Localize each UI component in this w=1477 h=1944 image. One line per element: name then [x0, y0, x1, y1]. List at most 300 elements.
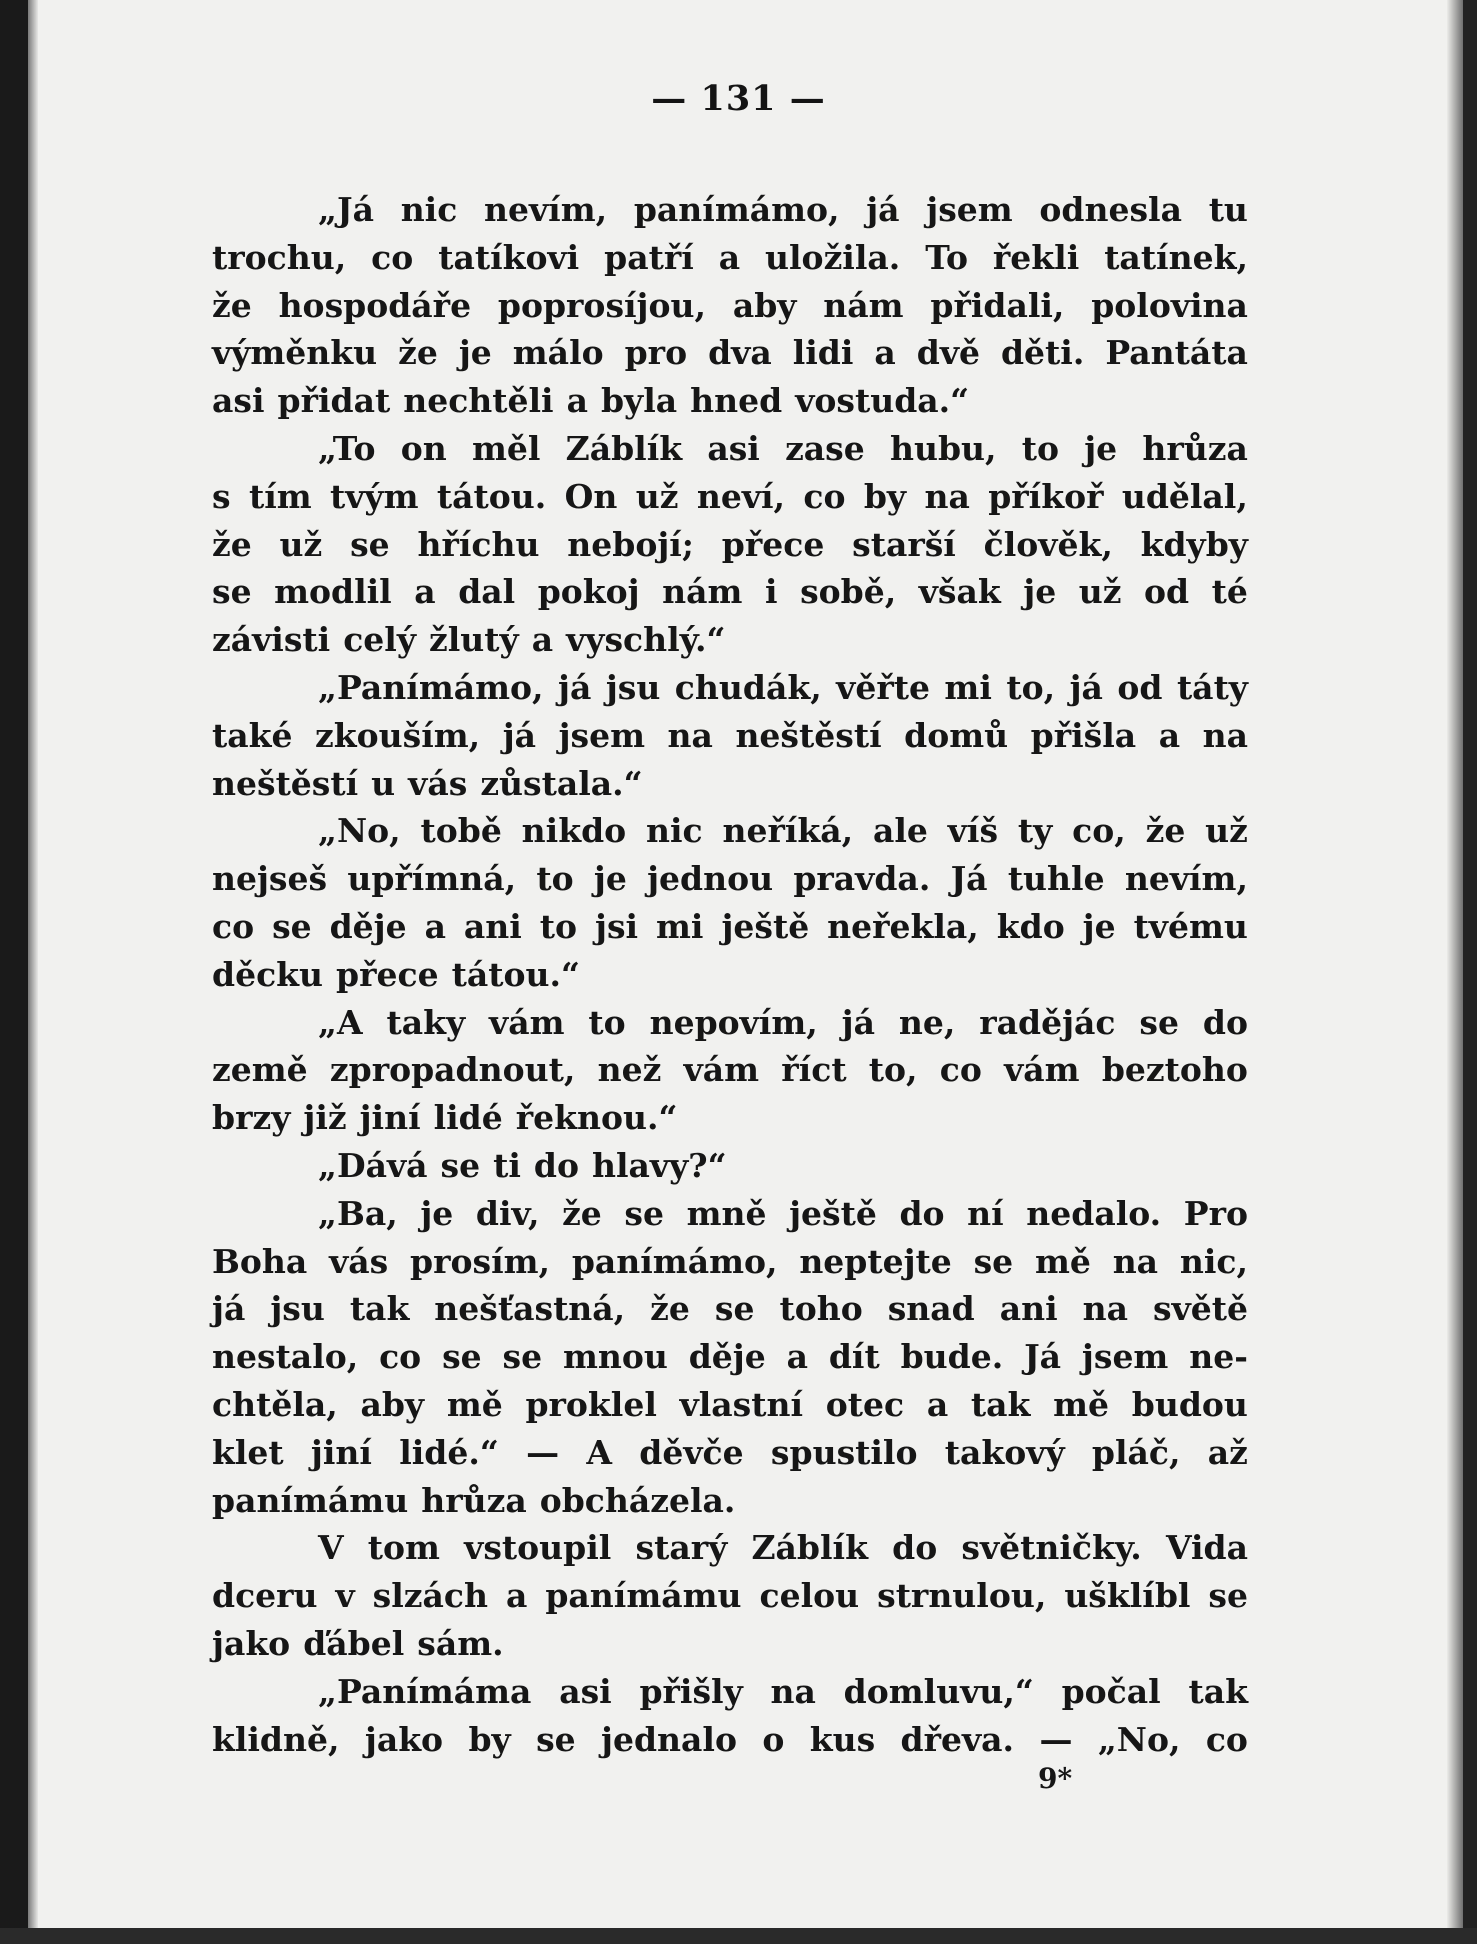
word: pro	[624, 333, 688, 373]
word: panímámo,	[571, 1241, 778, 1281]
word: prosím,	[410, 1241, 551, 1281]
text-line	[212, 1142, 1248, 1190]
word: polovina	[1091, 285, 1248, 325]
word: co,	[1072, 811, 1126, 851]
page-right-edge	[1463, 0, 1477, 1944]
word: přidat	[277, 381, 391, 421]
word: žlutý	[429, 620, 519, 660]
word: děcku	[212, 954, 324, 994]
word: on	[400, 428, 447, 468]
text-line	[212, 712, 1248, 760]
word: neřekla,	[827, 906, 979, 946]
word: to,	[1006, 667, 1056, 707]
text-line	[212, 1429, 1248, 1477]
word: kdyby	[1140, 524, 1248, 564]
text-line	[212, 1094, 1248, 1142]
word: Záblík	[751, 1528, 868, 1568]
word: ještě	[721, 906, 810, 946]
word: to	[588, 1002, 626, 1042]
word: co	[803, 476, 846, 516]
word: Boha	[212, 1241, 308, 1281]
word: tím	[248, 476, 312, 516]
page-bottom-edge	[0, 1928, 1477, 1944]
word: a	[786, 1337, 808, 1377]
word: odnesla	[1039, 190, 1182, 229]
text-line	[212, 377, 1248, 425]
word: tvým	[330, 476, 419, 516]
word: na	[1082, 1289, 1129, 1329]
word: je	[1023, 572, 1057, 612]
word: přece	[721, 524, 825, 564]
word: já	[502, 715, 537, 755]
word: neříká,	[722, 811, 854, 851]
text-line	[212, 1620, 1248, 1668]
word: proklel	[525, 1384, 657, 1424]
word: tátou.	[436, 476, 547, 516]
word: nepovím,	[649, 1002, 818, 1042]
word: nic	[400, 190, 458, 229]
word: už	[279, 524, 323, 564]
word: tom	[367, 1528, 440, 1568]
word: ďábel	[303, 1623, 405, 1663]
text-line	[212, 999, 1248, 1047]
text-line	[212, 616, 1248, 664]
word: je	[458, 333, 492, 373]
word: vstoupil	[464, 1528, 612, 1568]
word: To	[925, 237, 968, 277]
word: chtěla,	[212, 1384, 338, 1424]
word: do	[899, 1193, 945, 1233]
word: světničky.	[961, 1528, 1142, 1568]
word: hrůza	[421, 1480, 527, 1520]
word: nevím,	[1124, 859, 1248, 899]
word: nešťastná,	[434, 1289, 626, 1329]
word: strnulou,	[877, 1576, 1047, 1616]
word: se	[973, 1241, 1014, 1281]
word: zase	[785, 428, 865, 468]
word: panímámo,	[633, 190, 840, 229]
word: ne-	[1189, 1337, 1248, 1377]
word: by	[468, 1719, 511, 1759]
word: vás	[329, 1241, 389, 1281]
word: já	[866, 190, 900, 229]
word: aby	[360, 1384, 425, 1424]
word: nic,	[1179, 1241, 1248, 1281]
word: Já	[1024, 1337, 1062, 1377]
word: je	[1084, 428, 1118, 468]
word: tu	[1208, 190, 1248, 229]
word: málo	[512, 333, 604, 373]
text-line	[212, 521, 1248, 569]
word: mě	[1034, 1241, 1091, 1281]
word: On	[564, 476, 618, 516]
word: než	[597, 1050, 662, 1090]
text-line	[212, 329, 1248, 377]
word: už	[635, 476, 679, 516]
word: lidi	[792, 333, 854, 373]
word: až	[1207, 1432, 1248, 1472]
word: co	[371, 237, 414, 277]
text-line	[212, 234, 1248, 282]
word: neptejte	[799, 1241, 952, 1281]
word: zpropadnout,	[329, 1050, 576, 1090]
word: div,	[475, 1193, 540, 1233]
word: poprosíjou,	[497, 285, 706, 325]
word: však	[918, 572, 1001, 612]
word: už	[1078, 572, 1122, 612]
word: kdo	[996, 906, 1065, 946]
word: také	[212, 715, 293, 755]
word: jsu	[605, 667, 661, 707]
word: pokoj	[537, 572, 640, 612]
word: jako	[364, 1719, 444, 1759]
page-right-shadow	[1447, 0, 1463, 1944]
word: asi	[212, 381, 265, 421]
word: Pro	[1183, 1193, 1248, 1233]
word: jsu	[270, 1289, 325, 1329]
word: tátou.“	[451, 954, 580, 994]
word: to	[539, 906, 578, 946]
word: přišly	[639, 1671, 743, 1711]
word: co	[939, 1050, 982, 1090]
word: pravda.	[793, 859, 931, 899]
word: hlavy?“	[592, 1145, 727, 1185]
word: co	[1205, 1719, 1248, 1759]
text-line	[212, 1668, 1248, 1716]
word: děje	[688, 1337, 766, 1377]
word: vám	[489, 1002, 565, 1042]
word: aby	[732, 285, 797, 325]
word: udělal,	[1121, 476, 1248, 516]
word: se	[1139, 1002, 1179, 1042]
word: starý	[635, 1528, 728, 1568]
word: se	[536, 1719, 576, 1759]
word: snad	[887, 1289, 975, 1329]
word: dva	[708, 333, 772, 373]
word: a	[718, 237, 741, 277]
word: se	[714, 1289, 755, 1329]
text-line	[212, 807, 1248, 855]
word: domluvu,“	[843, 1671, 1034, 1711]
word: se	[1208, 1576, 1248, 1616]
word: vás	[408, 763, 468, 803]
word: neštěstí	[735, 715, 882, 755]
word: asi	[559, 1671, 612, 1711]
word: mnou	[562, 1337, 668, 1377]
word: tvému	[1133, 906, 1248, 946]
word: „Dává	[318, 1145, 428, 1185]
word: jako	[212, 1623, 291, 1663]
word: že	[212, 285, 252, 325]
word: říct	[781, 1050, 847, 1090]
word: domů	[904, 715, 1009, 755]
word: světě	[1153, 1289, 1248, 1329]
word: „Panímámo,	[318, 667, 544, 707]
word: táty	[1176, 667, 1248, 707]
word: lidé	[433, 1098, 503, 1138]
word: jsem	[926, 190, 1013, 229]
body-text	[212, 186, 1248, 1763]
word: se	[502, 1337, 543, 1377]
word: už	[1205, 811, 1248, 851]
word: starší	[852, 524, 956, 564]
word: modlil	[274, 572, 392, 612]
word: —	[1039, 1719, 1073, 1759]
word: příkoř	[988, 476, 1104, 516]
word: otec	[825, 1384, 905, 1424]
word: a	[505, 1576, 528, 1616]
word: již	[303, 1098, 347, 1138]
text-line	[212, 1477, 1248, 1525]
word: spustilo	[770, 1432, 918, 1472]
word: celou	[759, 1576, 860, 1616]
word: a	[424, 906, 446, 946]
word: patří	[604, 237, 694, 277]
word: ty	[1017, 811, 1053, 851]
word: a	[1158, 715, 1181, 755]
word: Já	[950, 859, 988, 899]
text-line	[212, 1524, 1248, 1572]
word: panímámu	[212, 1480, 409, 1520]
word: byla	[600, 381, 678, 421]
word: neví,	[696, 476, 786, 516]
text-line	[212, 568, 1248, 616]
word: klidně,	[212, 1719, 340, 1759]
word: „Panímáma	[318, 1671, 532, 1711]
text-line	[212, 951, 1248, 999]
text-line	[212, 186, 1248, 234]
word: „No,	[1097, 1719, 1181, 1759]
word: od	[1117, 667, 1163, 707]
word: nestalo,	[212, 1337, 359, 1377]
word: obcházela.	[539, 1480, 736, 1520]
word: hospodáře	[278, 285, 472, 325]
text-line	[212, 1285, 1248, 1333]
word: tak	[1188, 1671, 1248, 1711]
word: se	[440, 1145, 481, 1185]
word: pláč,	[1091, 1432, 1181, 1472]
word: řeknou.“	[515, 1098, 678, 1138]
word: děvče	[639, 1432, 744, 1472]
word: —	[526, 1432, 560, 1472]
word: děje	[329, 906, 407, 946]
word: upřímná,	[347, 859, 517, 899]
word: co	[212, 906, 255, 946]
word: počal	[1061, 1671, 1161, 1711]
word: „A	[318, 1002, 363, 1042]
word: že	[398, 333, 438, 373]
word: já	[1069, 667, 1103, 707]
word: jednou	[647, 859, 774, 899]
word: klet	[212, 1432, 284, 1472]
word: celý	[343, 620, 417, 660]
word: tatíkovi	[438, 237, 580, 277]
word: hubu,	[889, 428, 997, 468]
word: asi	[707, 428, 760, 468]
word: jsi	[595, 906, 639, 946]
word: mě	[1053, 1384, 1110, 1424]
word: trochu,	[212, 237, 347, 277]
word: měl	[471, 428, 541, 468]
text-line	[212, 1190, 1248, 1238]
word: dřeva.	[900, 1719, 1015, 1759]
word: i	[764, 572, 778, 612]
word: a	[414, 572, 436, 612]
text-line	[212, 1238, 1248, 1286]
word: zůstala.“	[480, 763, 643, 803]
word: ale	[872, 811, 928, 851]
word: nejseš	[212, 859, 328, 899]
word: „No,	[318, 811, 401, 851]
word: chudák,	[674, 667, 822, 707]
word: „To	[318, 428, 376, 468]
word: sobě,	[800, 572, 897, 612]
word: o	[762, 1719, 785, 1759]
word: bude.	[900, 1337, 1004, 1377]
word: takový	[944, 1432, 1065, 1472]
word: já	[841, 1002, 875, 1042]
word: jiní	[310, 1432, 372, 1472]
text-line	[212, 1333, 1248, 1381]
word: vyschlý.“	[566, 620, 726, 660]
text-line	[212, 1381, 1248, 1429]
word: se	[442, 1337, 482, 1377]
word: budou	[1131, 1384, 1248, 1424]
word: a	[566, 381, 588, 421]
word: vám	[1004, 1050, 1080, 1090]
word: to	[1021, 428, 1060, 468]
word: že	[212, 524, 252, 564]
page-left-edge	[0, 0, 28, 1944]
word: vlastní	[679, 1384, 804, 1424]
word: panímámu	[545, 1576, 742, 1616]
word: toho	[779, 1289, 863, 1329]
word: na	[1112, 1241, 1159, 1281]
word: tatínek,	[1104, 237, 1248, 277]
word: lidé.“	[399, 1432, 499, 1472]
word: přidali,	[930, 285, 1065, 325]
word: jsem	[558, 715, 645, 755]
word: A	[586, 1432, 613, 1472]
word: nedalo.	[1026, 1193, 1162, 1233]
word: je	[420, 1193, 454, 1233]
word: přišla	[1030, 715, 1137, 755]
word: a	[926, 1384, 949, 1424]
word: té	[1211, 572, 1248, 612]
text-line	[212, 1716, 1248, 1764]
word: závisti	[212, 620, 331, 660]
word: jiní	[359, 1098, 421, 1138]
word: se	[350, 524, 390, 564]
word: brzy	[212, 1098, 291, 1138]
word: „Já	[318, 190, 374, 229]
word: výměnku	[212, 333, 378, 373]
text-line	[212, 473, 1248, 521]
word: to	[536, 859, 574, 899]
word: Vida	[1165, 1528, 1248, 1568]
text-line	[212, 1572, 1248, 1620]
word: uložila.	[765, 237, 901, 277]
word: kus	[809, 1719, 876, 1759]
word: V	[318, 1528, 344, 1568]
word: nic	[646, 811, 703, 851]
word: dvě	[916, 333, 980, 373]
text-line	[212, 903, 1248, 951]
word: do	[1202, 1002, 1248, 1042]
word: že	[562, 1193, 602, 1233]
word: a	[874, 333, 896, 373]
word: ani	[463, 906, 522, 946]
word: víš	[947, 811, 999, 851]
word: nikdo	[521, 811, 627, 851]
word: u	[371, 763, 396, 803]
word: a	[531, 620, 554, 660]
word: přece	[336, 954, 439, 994]
word: to,	[868, 1050, 918, 1090]
word: řekli	[992, 237, 1080, 277]
word: zkouším,	[315, 715, 481, 755]
word: je	[1082, 906, 1116, 946]
word: člověk,	[983, 524, 1113, 564]
word: je	[593, 859, 627, 899]
text-line	[212, 282, 1248, 330]
word: jednalo	[601, 1719, 737, 1759]
word: sám.	[417, 1623, 504, 1663]
word: mě	[446, 1384, 503, 1424]
word: vostuda.“	[795, 381, 970, 421]
word: na	[1202, 715, 1248, 755]
word: hrůza	[1142, 428, 1248, 468]
word: nám	[662, 572, 743, 612]
word: já	[212, 1289, 246, 1329]
page-number: — 131 —	[651, 78, 826, 119]
word: že	[650, 1289, 690, 1329]
page-left-shadow	[28, 0, 38, 1944]
text-line	[212, 425, 1248, 473]
word: Záblík	[565, 428, 683, 468]
word: mi	[656, 906, 704, 946]
word: do	[892, 1528, 938, 1568]
word: „Ba,	[318, 1193, 398, 1233]
word: vám	[683, 1050, 760, 1090]
word: beztoho	[1101, 1050, 1248, 1090]
word: ti	[493, 1145, 521, 1185]
word: ještě	[789, 1193, 877, 1233]
word: neštěstí	[212, 763, 359, 803]
word: dít	[828, 1337, 880, 1377]
word: nebojí;	[567, 524, 694, 564]
word: tuhle	[1007, 859, 1105, 899]
word: hned	[690, 381, 783, 421]
word: od	[1144, 572, 1190, 612]
word: nechtěli	[403, 381, 554, 421]
word: radějác	[979, 1002, 1116, 1042]
text-line	[212, 855, 1248, 903]
word: by	[863, 476, 907, 516]
word: ušklíbl	[1064, 1576, 1191, 1616]
word: se	[212, 572, 252, 612]
word: dal	[458, 572, 516, 612]
word: nám	[823, 285, 904, 325]
word: hříchu	[417, 524, 540, 564]
word: v	[335, 1576, 355, 1616]
word: ne,	[898, 1002, 956, 1042]
word: se	[272, 906, 312, 946]
word: co	[379, 1337, 422, 1377]
word: dceru	[212, 1576, 318, 1616]
word: země	[212, 1050, 308, 1090]
word: ní	[967, 1193, 1004, 1233]
